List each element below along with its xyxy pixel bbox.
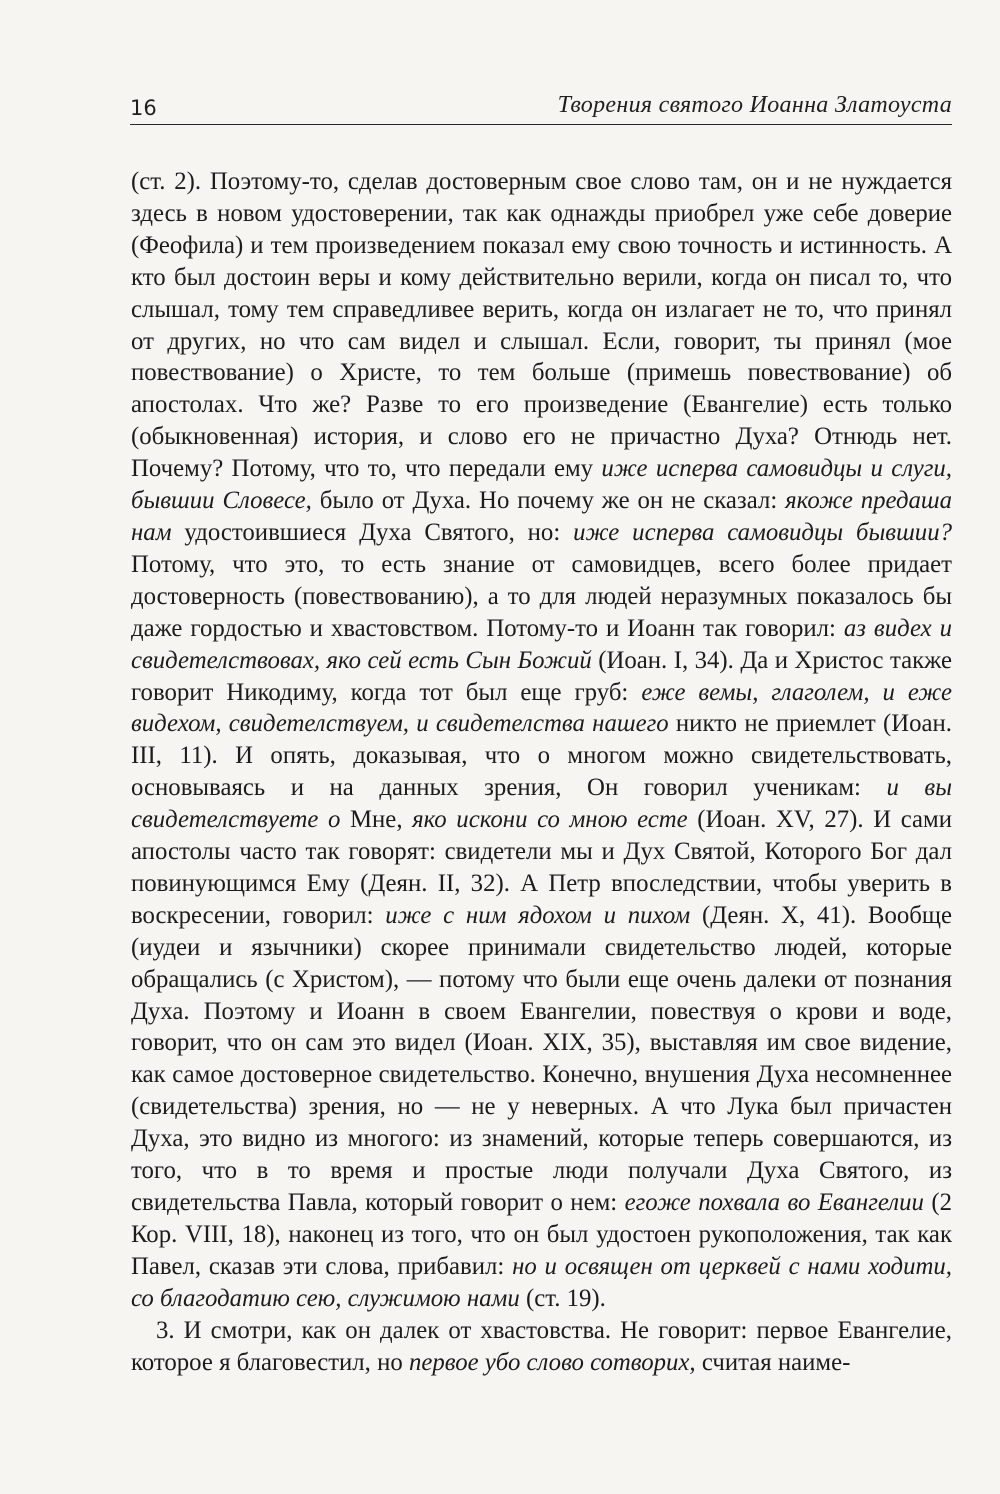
text-run: (Деян. X, 41). Вообще (иудеи и язычники) скорее принимали свидетельство людей, которые обращались (с Христом), — потому что были еще очень далеки от познания Духа. Поэтому и Иоанн в своем Евангелии, повествуя о крови и воде, говорит, что он сам это видел (Иоан. XIX, 35), выставляя им свое видение, как самое достоверное свидетельство. Конечно, внушения Духа несомненнее (свидетельства) зрения, но — не у неверных. А что Лука был причастен Духа, это видно из многого: из знамений, которые теперь совершаются, из того, что в то время и простые люди получали Духа Святого, из свидетельства Павла, который говорит о нем: [131, 901, 952, 1216]
text-run: удостоившиеся Духа Святого, но: [171, 518, 574, 546]
italic-quote: иже исперва самовидцы и слуги, бывшии Словесе, [131, 455, 952, 515]
italic-quote: но и освящен от церквей с нами ходити, со благодатию сею, служимою нами [131, 1252, 952, 1312]
text-run: 3. И смотри, как он далек от хвастовства. Не говорит: первое Евангелие, которое я благовестил, но [131, 1316, 952, 1376]
text-run: никто не приемлет (Иоан. III, 11). И опять, доказывая, что о многом можно свидетельствовать, основываясь и на данных зрения, Он говорил ученикам: [131, 710, 952, 802]
page-header [130, 86, 952, 125]
page-number: 16 [130, 96, 157, 120]
text-run: было от Духа. Но почему же он не сказал: [311, 487, 786, 515]
text-run: (Иоан. XV, 27). И сами апостолы часто так говорят: свидетели мы и Дух Святой, Которого Бог дал повинующимся Ему (Деян. II, 32). А Петр впоследствии, чтобы уверить в воскресении, говорил: [131, 806, 952, 929]
paragraph [131, 166, 952, 1315]
text-run: Потому, что это, то есть знание от самовидцев, всего более придает достоверность (повествованию), а то для людей неразумных показалось бы даже гордостью и хвастовством. Потому-то и Иоанн так говорил: [131, 550, 952, 642]
text-run: Мне, [340, 806, 413, 834]
italic-quote: еже вемы, глаголем, и еже видехом, свидетелствуем, и свидетелства нашего [131, 678, 953, 738]
text-run: (ст. 2). Поэтому-то, сделав достоверным свое слово там, он и не нуждается здесь в новом удостоверении, так как однажды приобрел уже себе доверие (Феофила) и тем произведением показал ему свою точность и истинность. А кто был достоин веры и кому действительно верили, когда он писал то, что слышал, тому тем справедливее верить, когда он излагает не то, что принял от других, но что сам видел и слышал. Если, говорит, ты принял (мое повествование) о Христе, то тем больше (примешь повествование) об апостолах. Что же? Разве то его произведение (Евангелие) есть только (обыкновенная) история, и слово его не причастно Духа? Отнюдь нет. Почему? Потому, что то, что передали ему [131, 168, 952, 483]
text-run: (2 Кор. VIII, 18), наконец из того, что он был удостоен рукоположения, так как Павел, сказав эти слова, прибавил: [131, 1189, 952, 1280]
italic-quote: первое убо слово сотворих, [408, 1348, 696, 1376]
body-text [131, 166, 952, 1378]
paragraph [131, 1315, 952, 1379]
text-run: считая наиме- [695, 1348, 851, 1376]
italic-quote: якоже предаша нам [131, 487, 953, 546]
italic-quote: аз видех и свидетелствовах, яко сей есть Сын Божий [131, 614, 952, 674]
text-run: (Иоан. I, 34). Да и Христос также говорит Никодиму, когда тот был еще груб: [131, 646, 952, 706]
running-title: Творения святого Иоанна Златоуста [557, 92, 952, 118]
italic-quote: иже с ним ядохом и пихом [385, 901, 691, 929]
italic-quote: иже исперва самовидцы бывшии? [573, 518, 952, 546]
italic-quote: яко искони со мною есте [412, 806, 688, 834]
text-run: (ст. 19). [519, 1284, 606, 1312]
italic-quote: егоже похвала во Евангелии [624, 1189, 924, 1216]
italic-quote: и вы свидетелствуете о [131, 774, 952, 834]
